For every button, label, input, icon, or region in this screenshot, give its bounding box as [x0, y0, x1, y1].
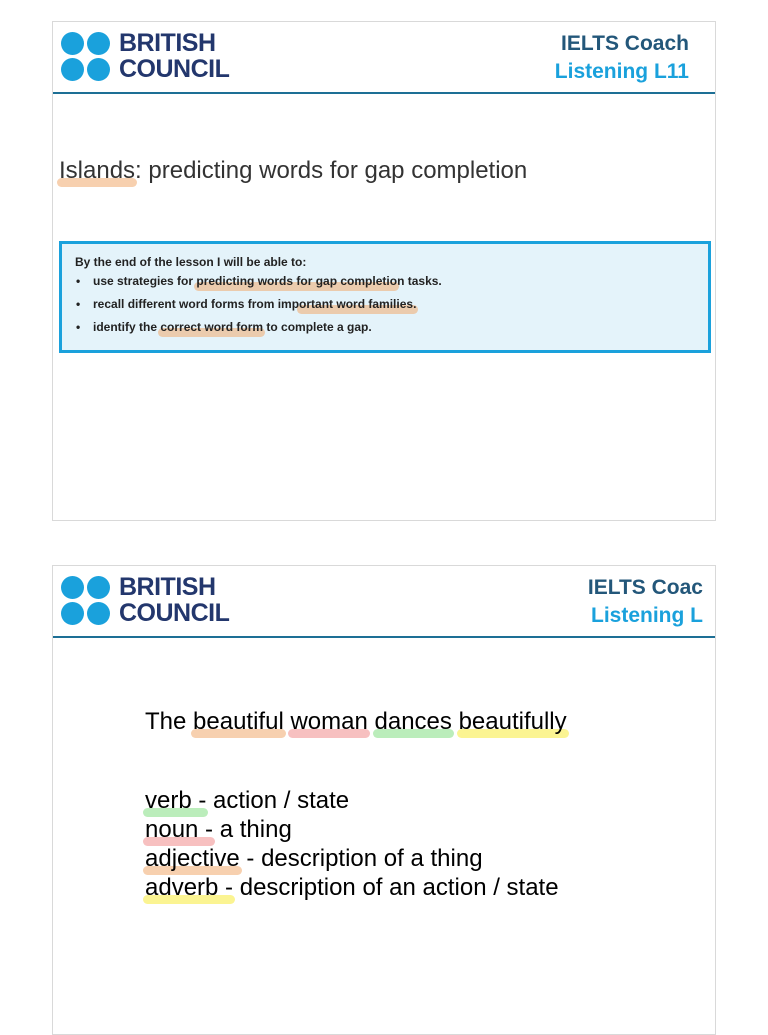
objectives-box — [59, 241, 711, 353]
definition-adjective: adjective - description of a thing — [145, 845, 483, 872]
list-item: • recall different word forms from important word families. — [75, 297, 708, 311]
definitions-list — [145, 786, 567, 902]
definition-noun: noun - a thing — [145, 816, 292, 843]
course-title: IELTS Coach — [561, 32, 689, 55]
slide-header — [53, 22, 715, 94]
word-noun: woman — [290, 708, 368, 735]
slide-1 — [52, 21, 716, 521]
grammar-content — [145, 708, 567, 902]
course-label — [555, 30, 689, 86]
title-rest: : predicting words for gap completion — [135, 157, 528, 184]
lesson-code: Listening L11 — [554, 60, 689, 83]
logo-wordmark: BRITISH COUNCIL — [119, 29, 230, 83]
slide-2 — [52, 565, 716, 1035]
british-council-logo — [61, 573, 241, 628]
example-sentence: The beautiful woman dances beautifully — [145, 708, 567, 735]
objectives-list — [75, 274, 708, 334]
lesson-code: Listening L — [591, 604, 703, 627]
word-adverb: beautifully — [458, 708, 567, 735]
list-item: • identify the correct word form to complete a gap. — [75, 320, 708, 334]
logo-wordmark: BRITISH COUNCIL — [119, 573, 230, 627]
logo-dots-icon — [61, 576, 113, 628]
lesson-title — [59, 157, 527, 185]
word-verb: dances — [374, 708, 452, 735]
list-item: • use strategies for predicting words for gap completion tasks. — [75, 274, 708, 288]
definition-adverb: adverb - description of an action / state — [145, 874, 559, 901]
word-adjective: beautiful — [193, 708, 284, 735]
course-title: IELTS Coac — [587, 576, 703, 599]
definition-verb: verb - action / state — [145, 787, 350, 814]
objectives-intro: By the end of the lesson I will be able to: — [75, 255, 307, 269]
title-highlight: Islands — [59, 157, 136, 184]
logo-dots-icon — [61, 32, 113, 84]
slide-header — [53, 566, 715, 638]
course-label — [588, 574, 703, 630]
british-council-logo — [61, 29, 241, 84]
